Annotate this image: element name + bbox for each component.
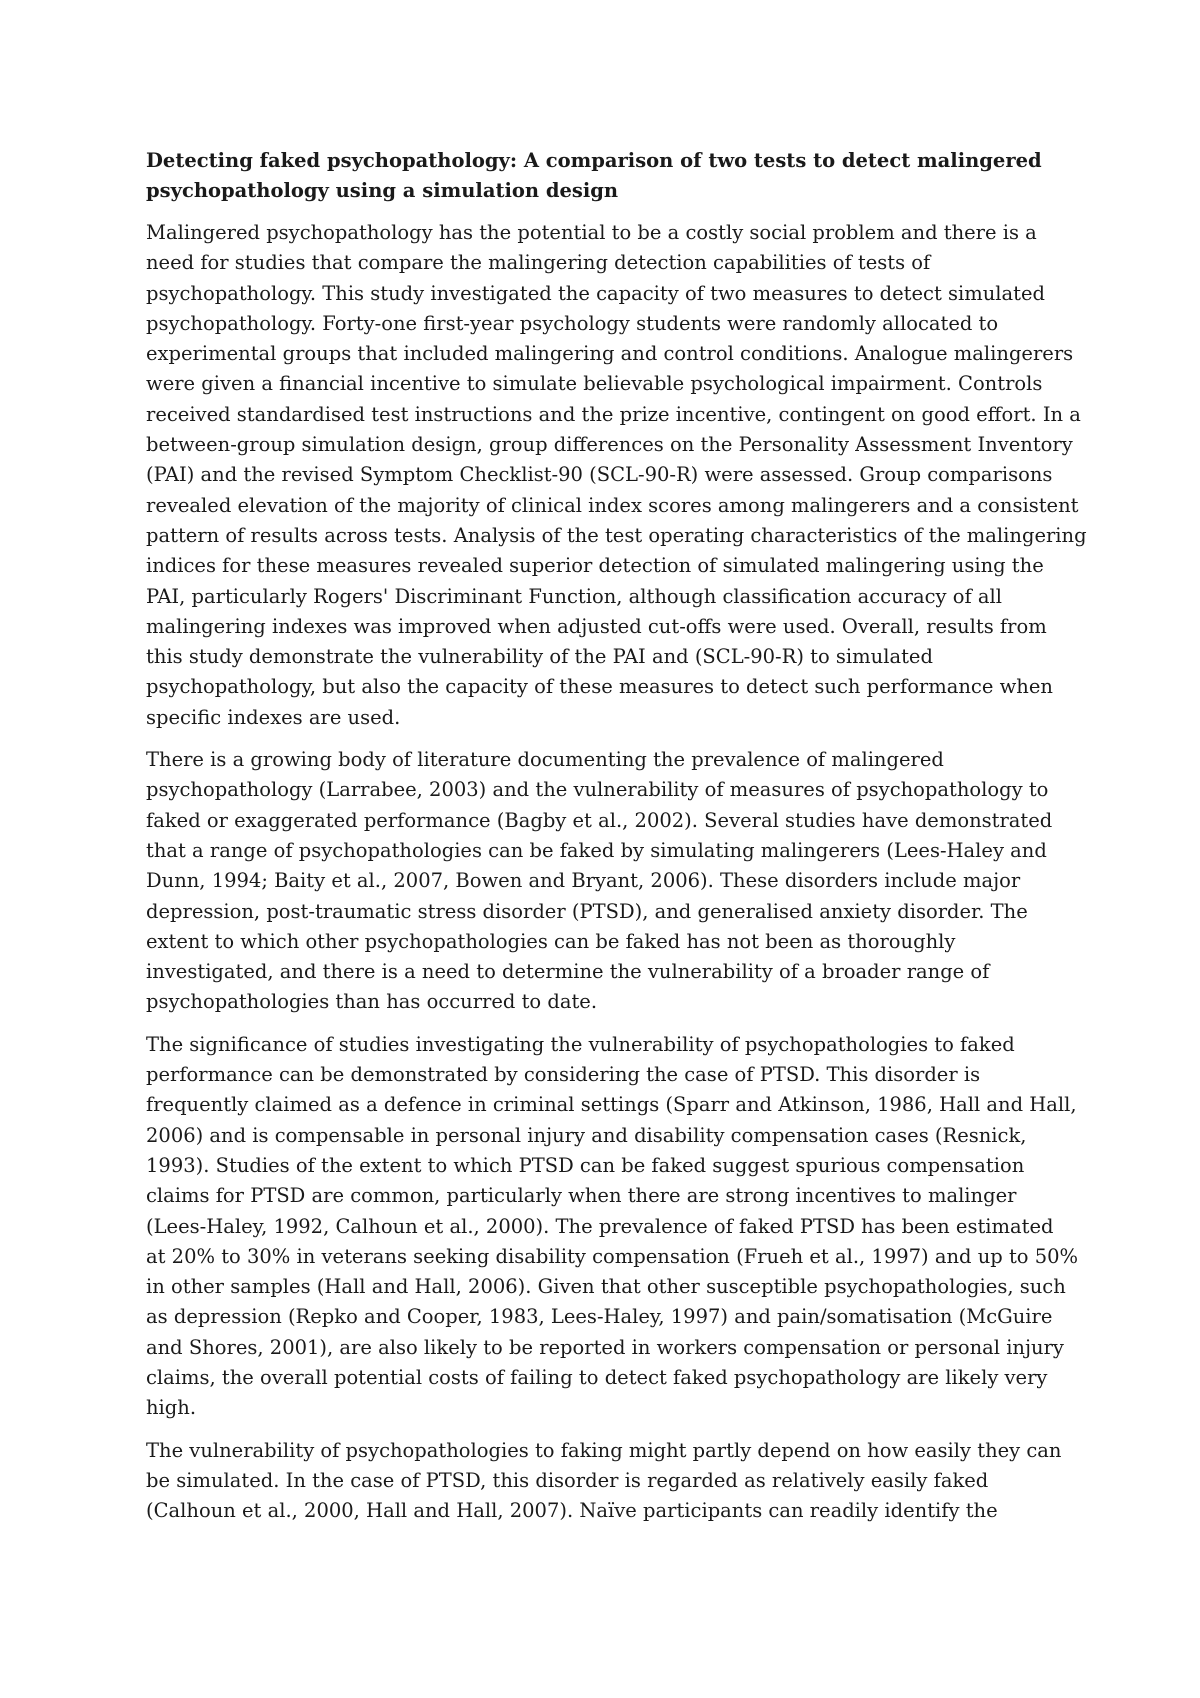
text-line: (Calhoun et al., 2000, Hall and Hall, 2007). Naïve participants can readily identify the bbox=[146, 1499, 998, 1523]
text-line: 1993). Studies of the extent to which PTSD can be faked suggest spurious compensation bbox=[146, 1153, 1025, 1177]
text-line: were given a financial incentive to simulate believable psychological impairment. Controls bbox=[146, 372, 1043, 396]
text-line: The significance of studies investigating the vulnerability of psychopathologies to faked bbox=[146, 1032, 1015, 1056]
text-line: pattern of results across tests. Analysis of the test operating characteristics of the malingering bbox=[146, 523, 1087, 547]
text-line: There is a growing body of literature documenting the prevalence of malingered bbox=[146, 748, 944, 772]
text-line: psychopathology (Larrabee, 2003) and the vulnerability of measures of psychopathology to bbox=[146, 778, 1049, 802]
text-line: in other samples (Hall and Hall, 2006). Given that other susceptible psychopathologies, such bbox=[146, 1275, 1066, 1299]
body-paragraph bbox=[146, 1030, 1079, 1424]
text-line: malingering indexes was improved when adjusted cut-offs were used. Overall, results from bbox=[146, 614, 1047, 638]
text-line: investigated, and there is a need to determine the vulnerability of a broader range of bbox=[146, 960, 990, 984]
text-line: revealed elevation of the majority of clinical index scores among malingerers and a consistent bbox=[146, 493, 1079, 517]
text-line: Dunn, 1994; Baity et al., 2007, Bowen and Bryant, 2006). These disorders include major bbox=[146, 869, 1021, 893]
text-line: this study demonstrate the vulnerability of the PAI and (SCL-90-R) to simulated bbox=[146, 645, 933, 669]
text-line: that a range of psychopathologies can be faked by simulating malingerers (Lees-Haley and bbox=[146, 838, 1047, 862]
text-line: The vulnerability of psychopathologies to faking might partly depend on how easily they can bbox=[146, 1438, 1062, 1462]
text-line: frequently claimed as a defence in criminal settings (Sparr and Atkinson, 1986, Hall and Hall, bbox=[146, 1093, 1077, 1117]
document-body bbox=[146, 146, 1087, 1538]
title-line: psychopathology using a simulation design bbox=[146, 179, 619, 202]
text-line: high. bbox=[146, 1396, 197, 1420]
text-line: psychopathologies than has occurred to date. bbox=[146, 990, 598, 1014]
text-line: psychopathology. Forty-one first-year psychology students were randomly allocated to bbox=[146, 311, 999, 335]
text-line: between-group simulation design, group differences on the Personality Assessment Inventory bbox=[146, 433, 1073, 457]
text-line: extent to which other psychopathologies can be faked has not been as thoroughly bbox=[146, 929, 956, 953]
text-line: PAI, particularly Rogers' Discriminant Function, although classification accuracy of all bbox=[146, 584, 1002, 608]
text-line: Malingered psychopathology has the potential to be a costly social problem and there is a bbox=[146, 221, 1037, 244]
body-paragraph bbox=[146, 745, 1066, 1018]
text-line: depression, post-traumatic stress disorder (PTSD), and generalised anxiety disorder. The bbox=[146, 899, 1028, 923]
text-line: performance can be demonstrated by considering the case of PTSD. This disorder is bbox=[146, 1063, 981, 1087]
document-title bbox=[146, 146, 1066, 206]
text-line: 2006) and is compensable in personal injury and disability compensation cases (Resnick, bbox=[146, 1123, 1027, 1147]
text-line: received standardised test instructions and the prize incentive, contingent on good effort. In a bbox=[146, 402, 1081, 426]
text-line: specific indexes are used. bbox=[146, 705, 401, 729]
text-line: claims for PTSD are common, particularly when there are strong incentives to malinger bbox=[146, 1184, 1017, 1208]
text-line: (PAI) and the revised Symptom Checklist-90 (SCL-90-R) were assessed. Group comparisons bbox=[146, 463, 1053, 487]
text-line: be simulated. In the case of PTSD, this disorder is regarded as relatively easily faked bbox=[146, 1468, 989, 1492]
text-line: psychopathology. This study investigated the capacity of two measures to detect simulated bbox=[146, 281, 1046, 305]
text-line: at 20% to 30% in veterans seeking disability compensation (Frueh et al., 1997) and up to 50% bbox=[146, 1244, 1079, 1268]
text-line: and Shores, 2001), are also likely to be reported in workers compensation or personal injury bbox=[146, 1335, 1064, 1359]
text-line: faked or exaggerated performance (Bagby et al., 2002). Several studies have demonstrated bbox=[146, 808, 1053, 832]
text-line: as depression (Repko and Cooper, 1983, Lees-Haley, 1997) and pain/somatisation (McGuire bbox=[146, 1305, 1053, 1329]
text-line: experimental groups that included malingering and control conditions. Analogue malingerers bbox=[146, 342, 1074, 366]
text-line: claims, the overall potential costs of failing to detect faked psychopathology are likely very bbox=[146, 1365, 1048, 1389]
abstract-paragraph bbox=[146, 218, 1087, 733]
text-line: indices for these measures revealed superior detection of simulated malingering using the bbox=[146, 554, 1044, 578]
text-line: (Lees-Haley, 1992, Calhoun et al., 2000). The prevalence of faked PTSD has been estimated bbox=[146, 1214, 1054, 1238]
body-paragraph bbox=[146, 1436, 1066, 1527]
text-line: need for studies that compare the malingering detection capabilities of tests of bbox=[146, 251, 931, 275]
title-line: Detecting faked psychopathology: A comparison of two tests to detect malingered bbox=[146, 149, 1042, 172]
text-line: psychopathology, but also the capacity of these measures to detect such performance when bbox=[146, 675, 1053, 699]
